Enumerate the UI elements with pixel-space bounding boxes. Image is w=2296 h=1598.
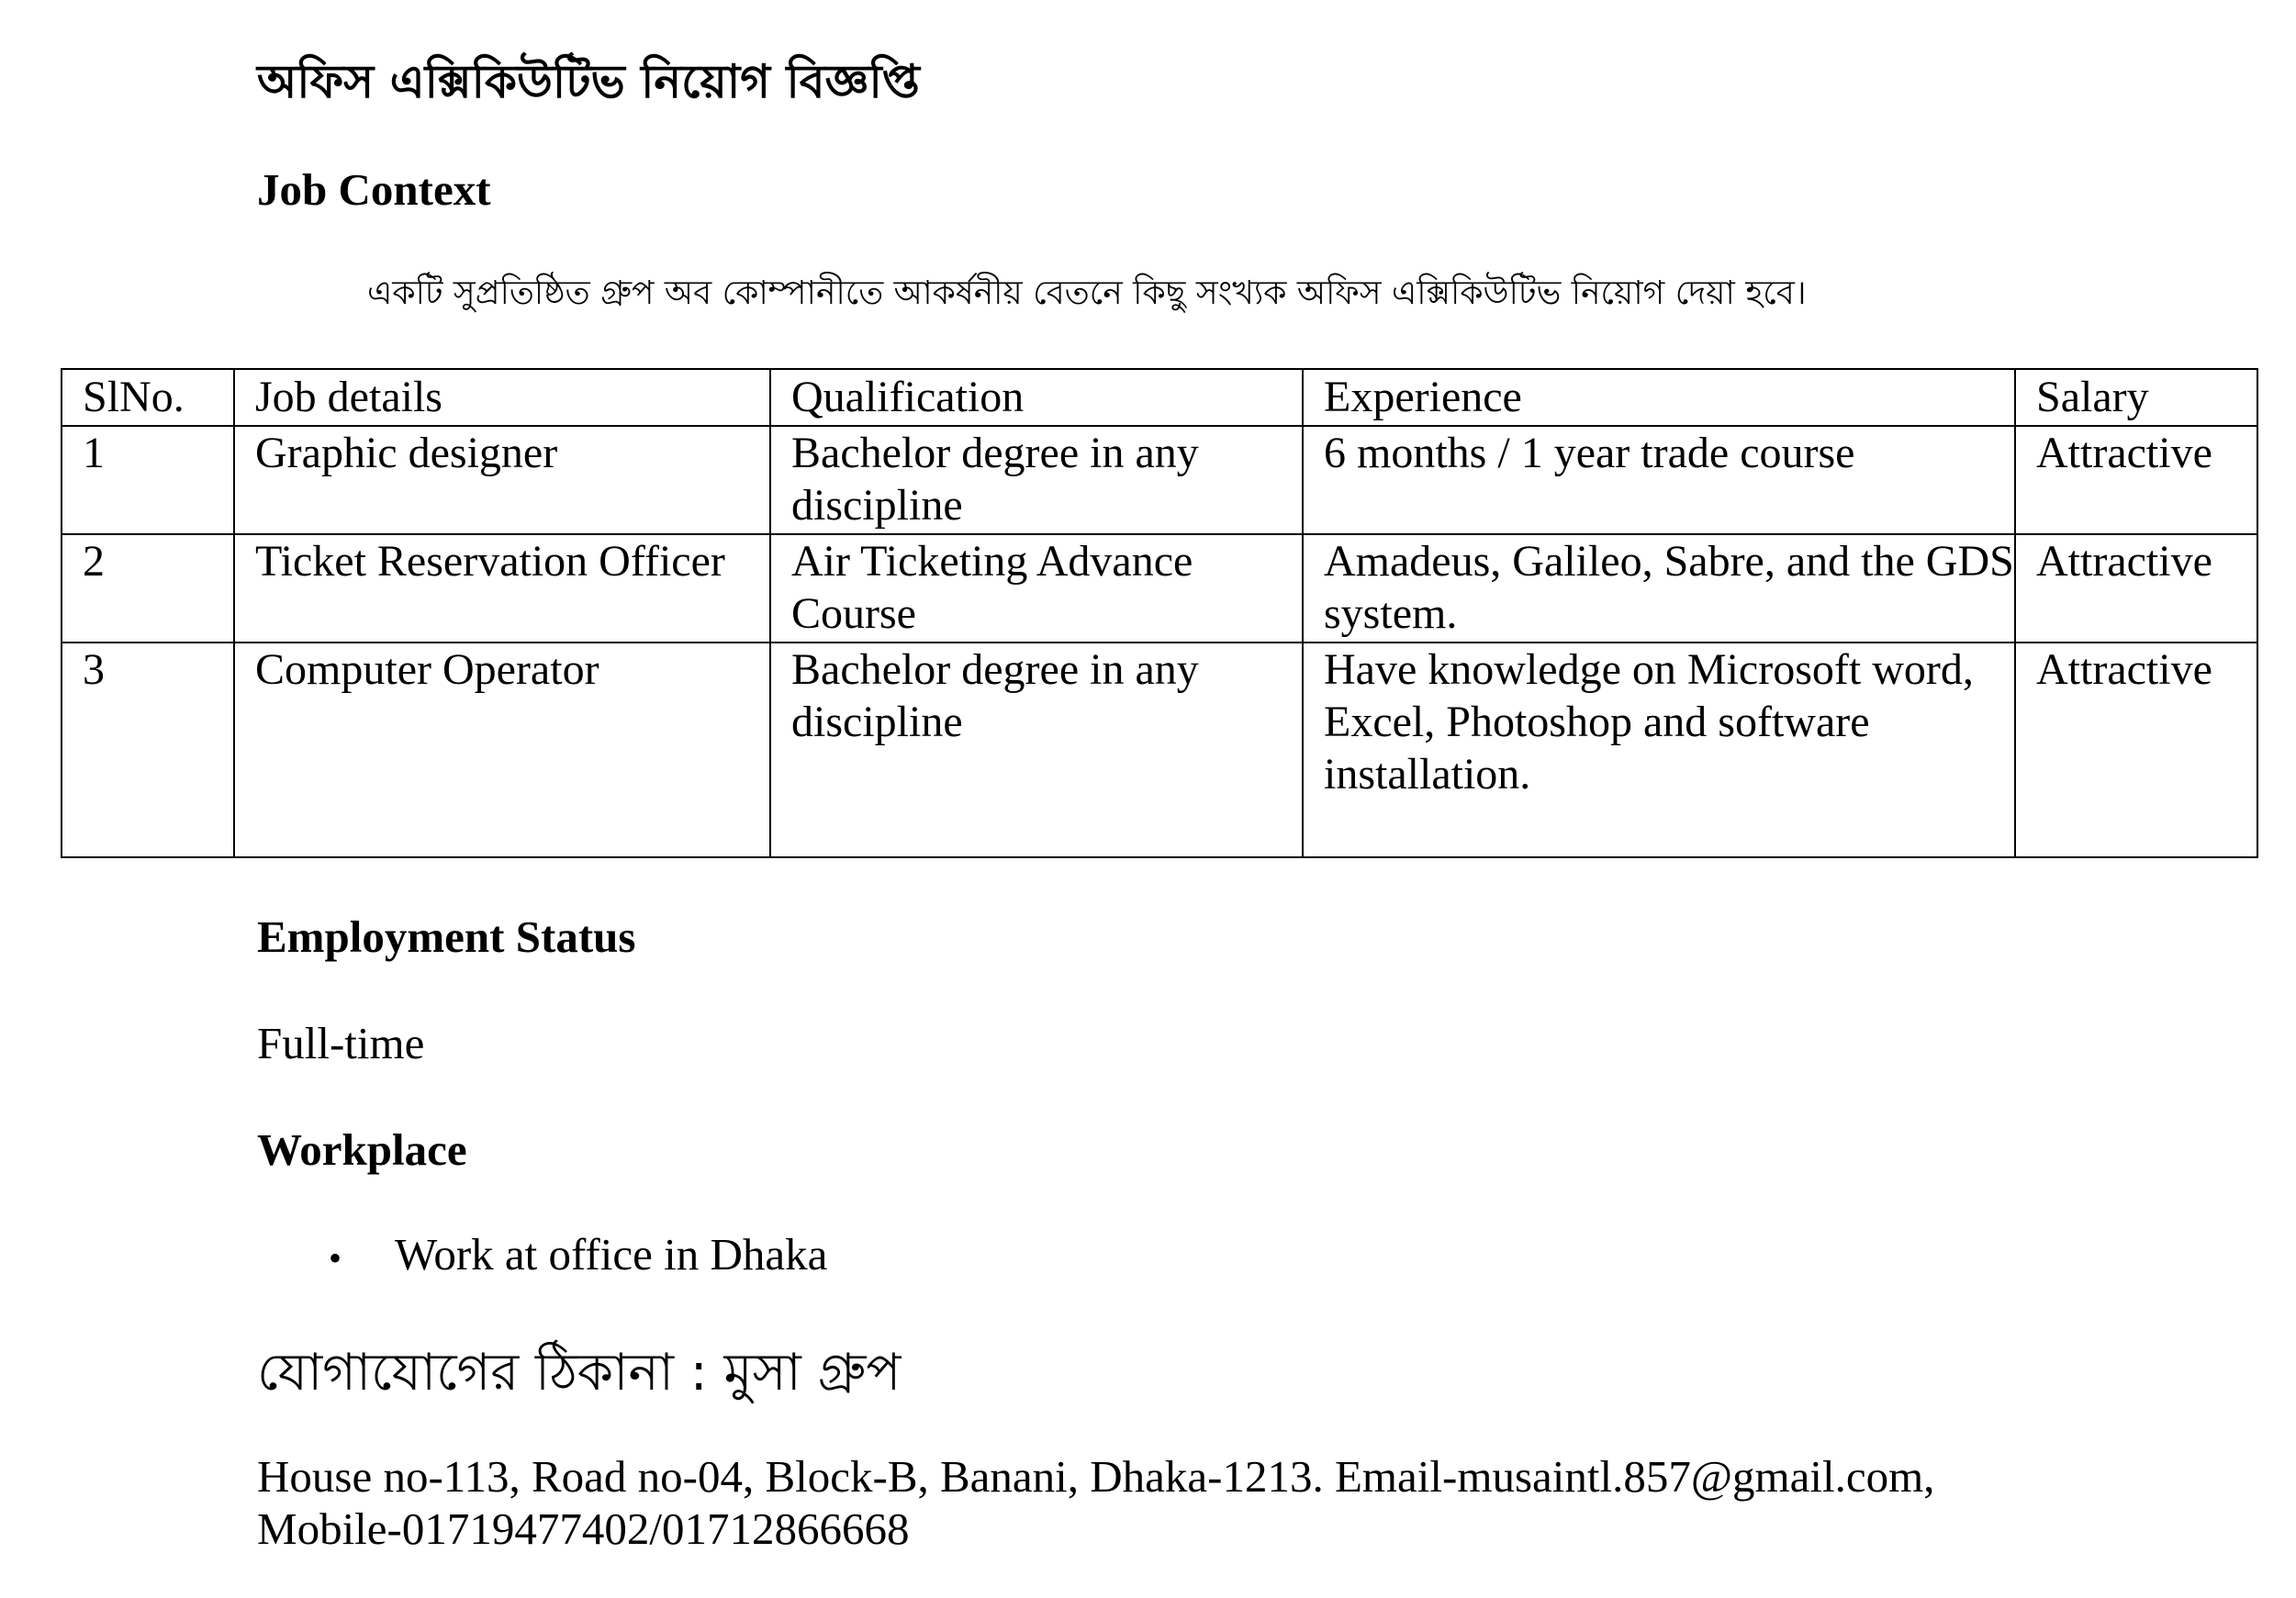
cell-experience: Have knowledge on Microsoft word, Excel, Photoshop and software installation. bbox=[1303, 643, 2015, 857]
cell-qualification: Air Ticketing Advance Course bbox=[770, 534, 1303, 643]
table-row bbox=[62, 426, 2257, 534]
jobs-table bbox=[61, 368, 2258, 858]
list-item bbox=[329, 1228, 828, 1280]
table-header-row bbox=[62, 369, 2257, 426]
contact-address bbox=[257, 1450, 2231, 1555]
cell-experience: 6 months / 1 year trade course bbox=[1303, 426, 2015, 534]
address-line: House no-113, Road no-04, Block-B, Banani, Dhaka-1213. Email-musaintl.857@gmail.com, bbox=[257, 1451, 1935, 1502]
cell-salary: Attractive bbox=[2015, 426, 2257, 534]
employment-status-value: Full-time bbox=[257, 1018, 425, 1068]
cell-job-details: Ticket Reservation Officer bbox=[234, 534, 770, 643]
workplace-item-text: Work at office in Dhaka bbox=[395, 1229, 828, 1280]
page-title: অফিস এক্সিকিউটিভ নিয়োগ বিজ্ঞপ্তি bbox=[257, 55, 920, 108]
bullet-icon: • bbox=[329, 1237, 342, 1279]
cell-qualification: Bachelor degree in any discipline bbox=[770, 643, 1303, 857]
cell-salary: Attractive bbox=[2015, 534, 2257, 643]
mobile-line: Mobile-01719477402/01712866668 bbox=[257, 1503, 910, 1554]
job-context-text: একটি সুপ্রতিষ্ঠিত গ্রুপ অব কোম্পানীতে আকর্ষনীয় বেতনে কিছু সংখ্যক অফিস এক্সিকিউটিভ নিয়োগ দেয়া হবে। bbox=[367, 274, 1807, 312]
cell-salary: Attractive bbox=[2015, 643, 2257, 857]
header-job-details: Job details bbox=[234, 369, 770, 426]
table-row bbox=[62, 643, 2257, 857]
job-context-heading: Job Context bbox=[257, 164, 491, 215]
cell-experience: Amadeus, Galileo, Sabre, and the GDS system. bbox=[1303, 534, 2015, 643]
table-row bbox=[62, 534, 2257, 643]
header-sl-no: SlNo. bbox=[62, 369, 234, 426]
cell-sl-no: 3 bbox=[62, 643, 234, 857]
contact-heading: যোগাযোগের ঠিকানা : মুসা গ্রুপ bbox=[257, 1343, 902, 1402]
cell-job-details: Computer Operator bbox=[234, 643, 770, 857]
header-experience: Experience bbox=[1303, 369, 2015, 426]
workplace-heading: Workplace bbox=[257, 1124, 467, 1175]
cell-job-details: Graphic designer bbox=[234, 426, 770, 534]
cell-sl-no: 2 bbox=[62, 534, 234, 643]
cell-sl-no: 1 bbox=[62, 426, 234, 534]
header-qualification: Qualification bbox=[770, 369, 1303, 426]
header-salary: Salary bbox=[2015, 369, 2257, 426]
workplace-list bbox=[0, 1228, 828, 1280]
employment-status-heading: Employment Status bbox=[257, 911, 636, 962]
cell-qualification: Bachelor degree in any discipline bbox=[770, 426, 1303, 534]
